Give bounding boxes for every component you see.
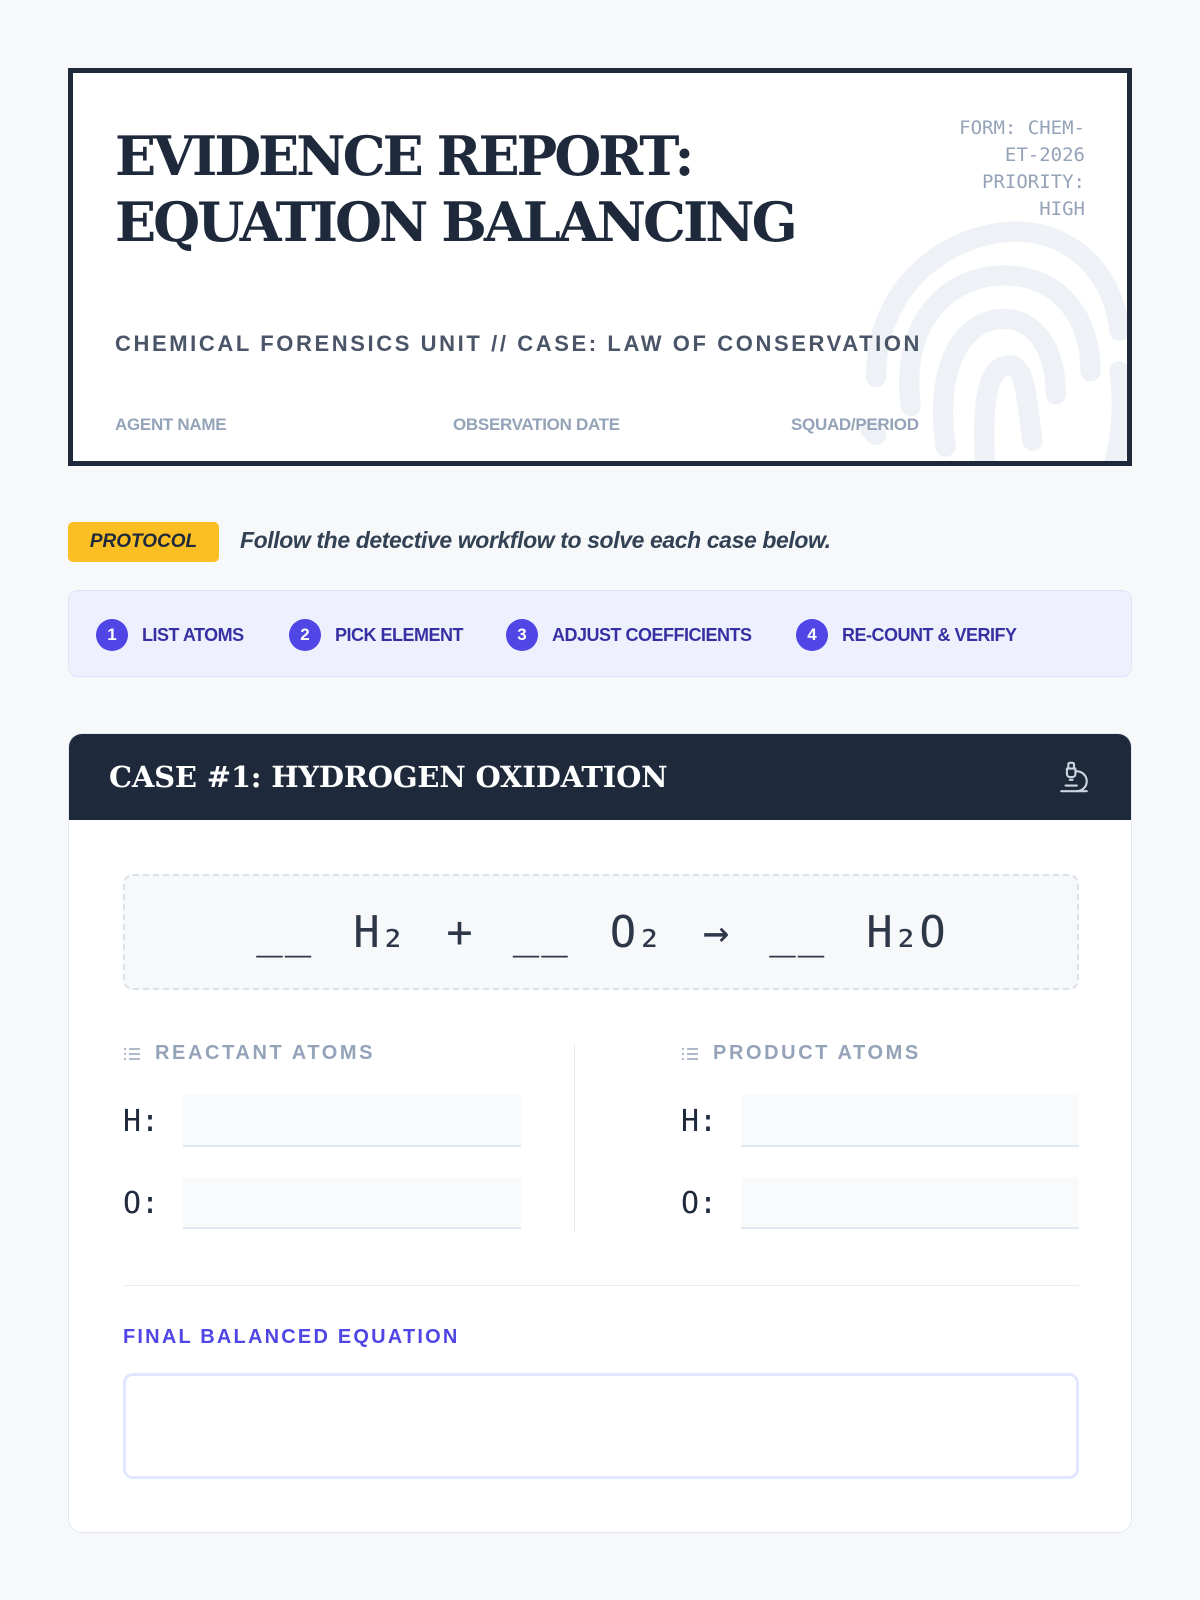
- final-equation-label: FINAL BALANCED EQUATION: [123, 1326, 460, 1348]
- atom-label-h: H:: [123, 1103, 160, 1139]
- coefficient-blank[interactable]: __: [256, 906, 314, 958]
- column-divider: [574, 1044, 575, 1232]
- protocol-instruction: Follow the detective workflow to solve each case below.: [240, 527, 831, 553]
- agent-name-field[interactable]: [115, 415, 413, 466]
- step-label: LIST ATOMS: [142, 624, 244, 645]
- product-atoms-heading: [681, 1042, 1081, 1065]
- product-atoms-section: [681, 1042, 1081, 1229]
- step-number: 1: [96, 619, 128, 651]
- step-number: 2: [289, 619, 321, 651]
- list-icon: [681, 1046, 699, 1062]
- reactant-atoms-heading: [123, 1042, 523, 1065]
- step-list-atoms: [96, 619, 244, 651]
- case-card: [68, 733, 1132, 1533]
- case-title: CASE #1: HYDROGEN OXIDATION: [109, 760, 668, 794]
- atom-row-o: [123, 1177, 523, 1229]
- plus-sign: +: [446, 906, 473, 958]
- title-line1: EVIDENCE REPORT:: [115, 124, 692, 188]
- reaction-arrow: →: [702, 906, 730, 958]
- evidence-report-header: [68, 68, 1132, 466]
- priority-line1: PRIORITY:: [982, 171, 1085, 193]
- squad-period-field[interactable]: [791, 415, 1089, 466]
- step-number: 4: [796, 619, 828, 651]
- step-recount-verify: [796, 619, 1017, 651]
- observation-date-label: OBSERVATION DATE: [453, 415, 620, 434]
- form-meta: [895, 115, 1085, 223]
- workflow-steps: [68, 590, 1132, 677]
- step-label: PICK ELEMENT: [335, 624, 464, 645]
- final-equation-input[interactable]: [123, 1373, 1079, 1479]
- step-adjust-coefficients: [506, 619, 752, 651]
- reactant-h-count-input[interactable]: [183, 1095, 521, 1147]
- step-label: RE-COUNT & VERIFY: [842, 624, 1017, 645]
- product-h2o: H₂O: [866, 906, 946, 958]
- step-number: 3: [506, 619, 538, 651]
- reactant-o-count-input[interactable]: [183, 1177, 521, 1229]
- coefficient-blank[interactable]: __: [512, 906, 570, 958]
- atom-label-h: H:: [681, 1103, 718, 1139]
- atom-row-o: [681, 1177, 1081, 1229]
- unbalanced-equation: [123, 874, 1079, 990]
- priority-line2: HIGH: [1039, 198, 1085, 220]
- reactant-o2: O₂: [609, 906, 663, 958]
- squad-period-label: SQUAD/PERIOD: [791, 415, 919, 434]
- reactant-atoms-title: REACTANT ATOMS: [155, 1042, 376, 1064]
- product-h-count-input[interactable]: [741, 1095, 1079, 1147]
- report-subtitle: CHEMICAL FORENSICS UNIT // CASE: LAW OF CONSERVATION: [115, 331, 923, 356]
- protocol-badge: PROTOCOL: [68, 522, 219, 562]
- observation-date-field[interactable]: [453, 415, 751, 466]
- atom-row-h: [681, 1095, 1081, 1147]
- product-atoms-title: PRODUCT ATOMS: [713, 1042, 921, 1064]
- reactant-atoms-section: [123, 1042, 523, 1229]
- form-number-line2: ET-2026: [1004, 144, 1085, 166]
- atom-label-o: O:: [681, 1185, 718, 1221]
- list-icon: [123, 1046, 141, 1062]
- title-line2: EQUATION BALANCING: [115, 190, 795, 254]
- step-pick-element: [289, 619, 463, 651]
- product-o-count-input[interactable]: [741, 1177, 1079, 1229]
- coefficient-blank[interactable]: __: [769, 906, 827, 958]
- form-number-line1: FORM: CHEM-: [959, 117, 1085, 139]
- page-title: [115, 123, 815, 255]
- reactant-h2: H₂: [353, 906, 407, 958]
- microscope-icon: [1057, 760, 1091, 794]
- section-divider: [123, 1285, 1079, 1286]
- step-label: ADJUST COEFFICIENTS: [552, 624, 752, 645]
- atom-row-h: [123, 1095, 523, 1147]
- atom-label-o: O:: [123, 1185, 160, 1221]
- case-header: [69, 734, 1131, 820]
- agent-name-label: AGENT NAME: [115, 415, 227, 434]
